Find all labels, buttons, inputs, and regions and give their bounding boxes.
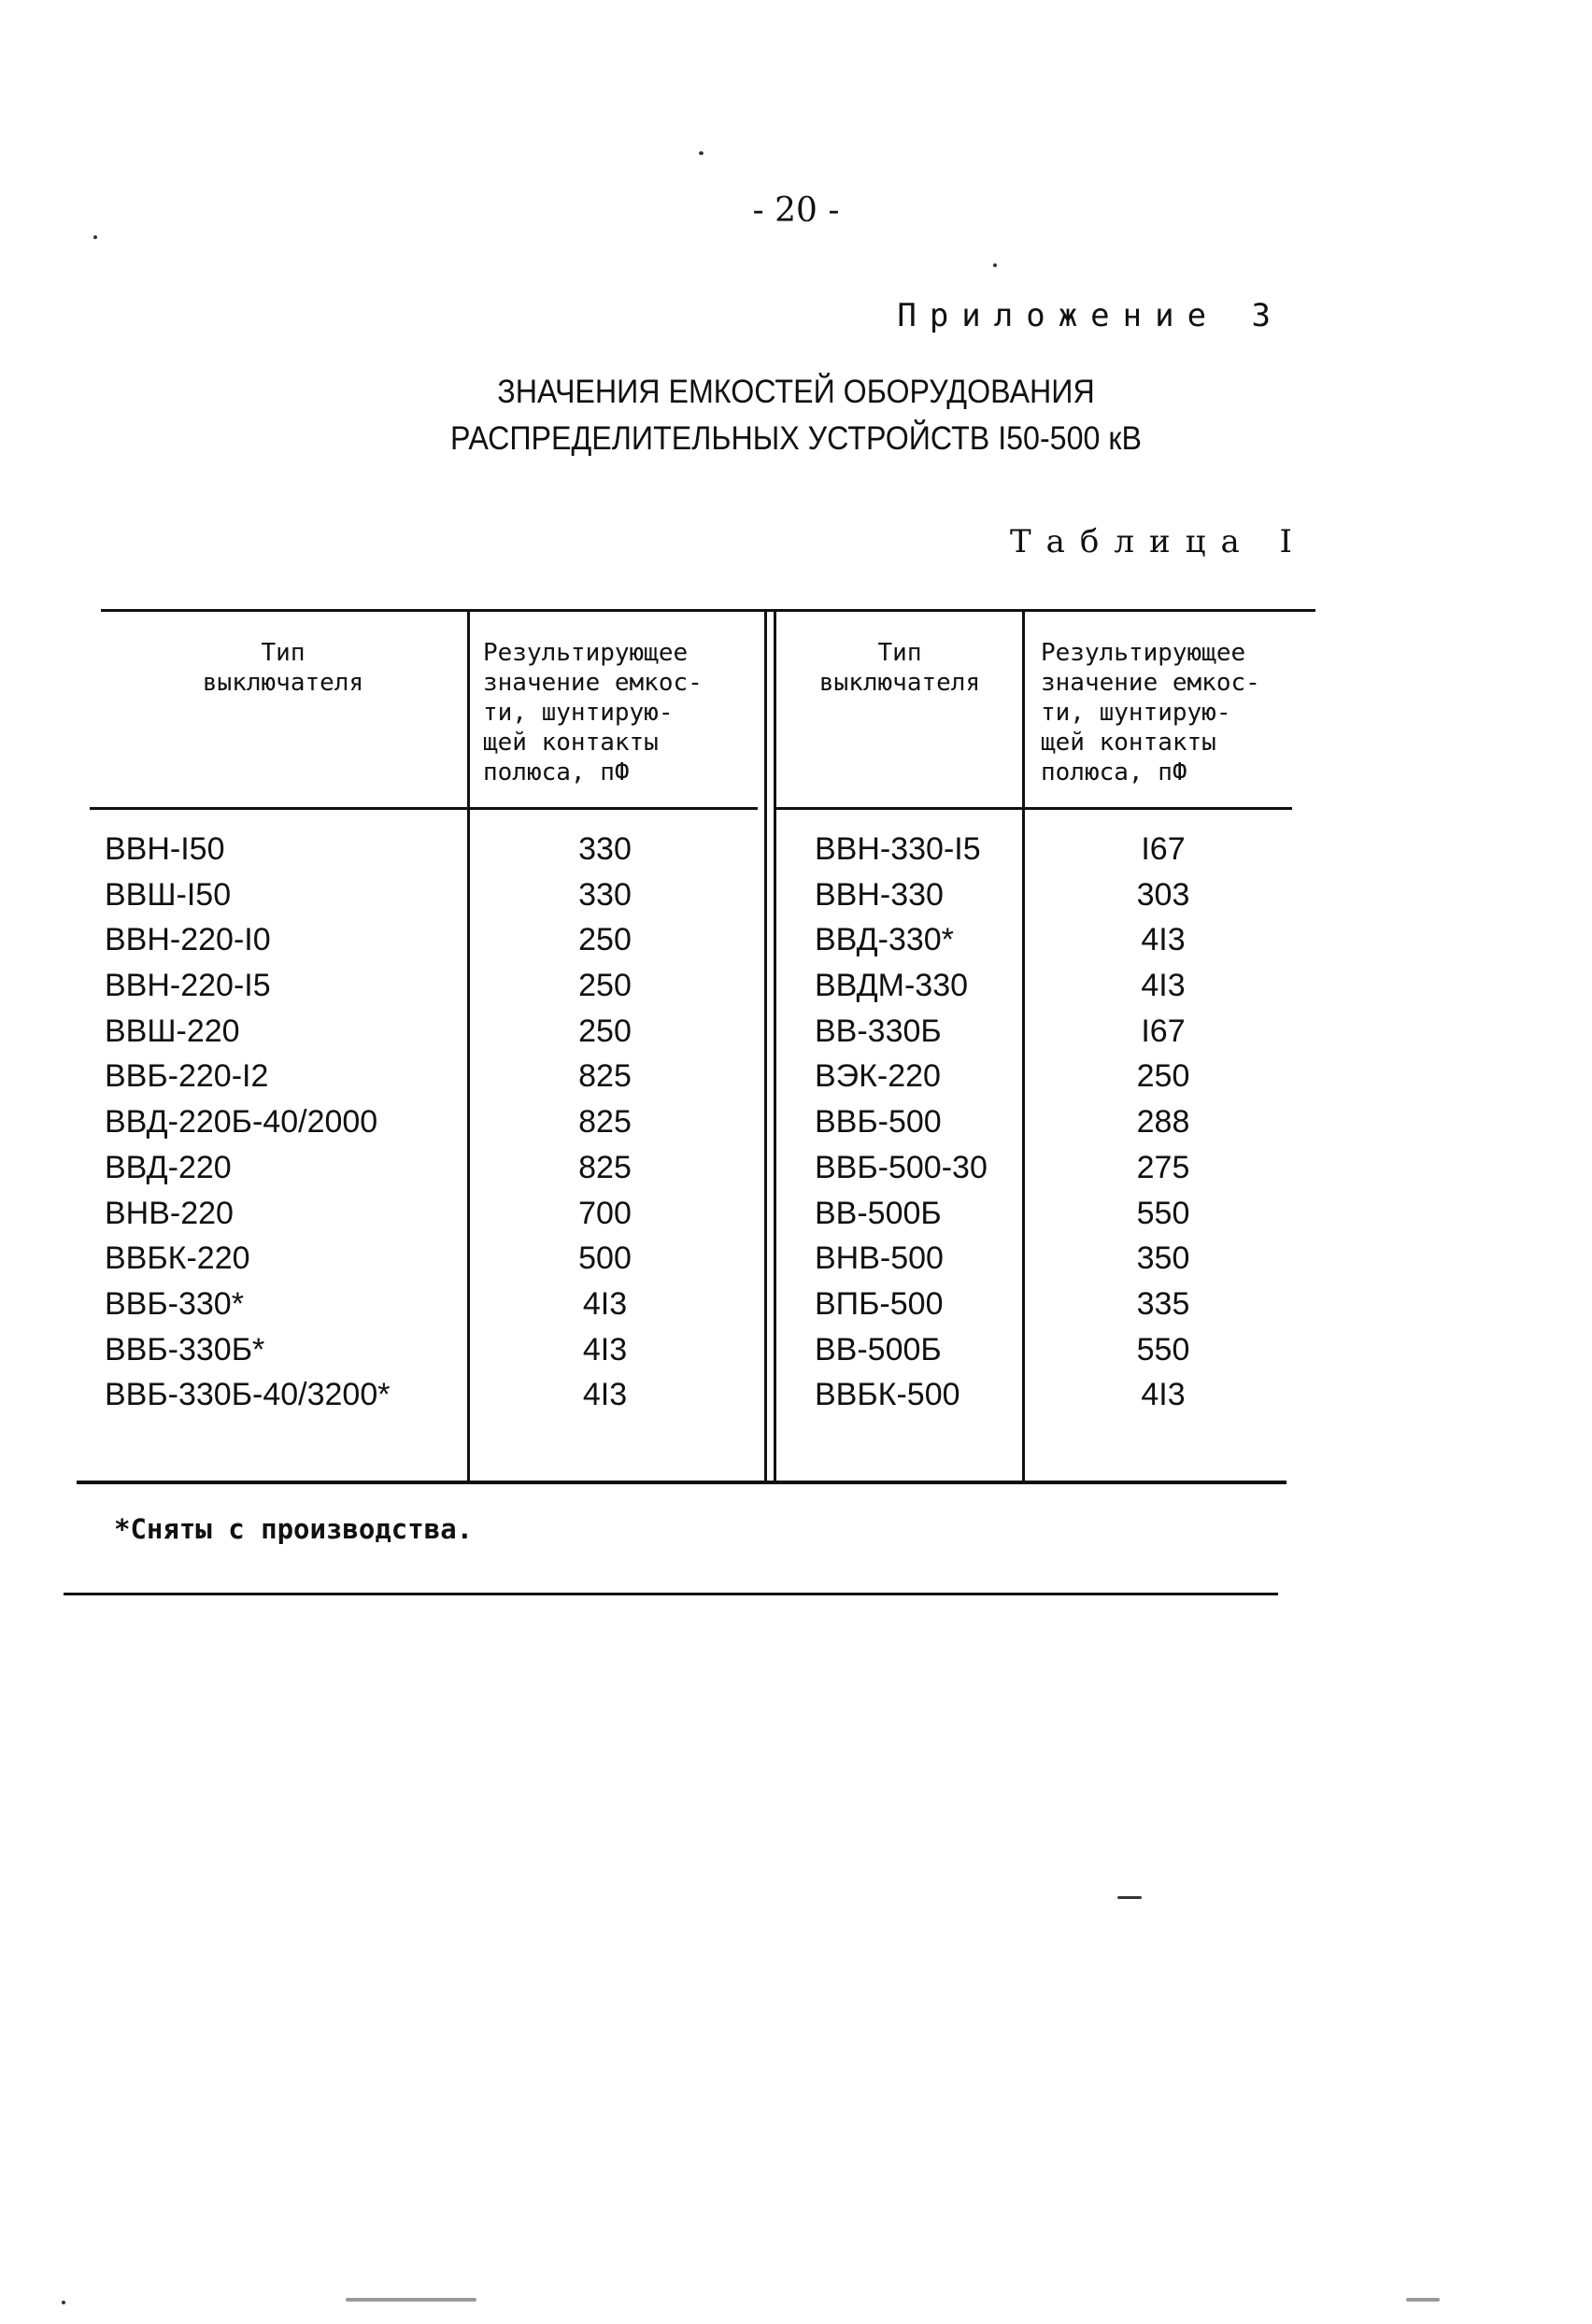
capacitance-value-cell: 4I3 [582,1331,628,1367]
appendix-label: Приложение 3 [897,297,1284,334]
breaker-type-cell: ВВН-I50 [105,831,225,867]
capacitance-value-cell: 4I3 [1141,922,1186,958]
breaker-type-cell: ВВН-330-I5 [815,831,981,867]
capacitance-value-cell: 700 [578,1195,632,1231]
capacitance-value-cell: 275 [1136,1149,1190,1185]
capacitance-value-cell: 500 [578,1240,632,1277]
left-type-column [105,827,391,1418]
footnote-rule [64,1593,1278,1595]
breaker-type-cell: ВВБ-220-I2 [105,1058,269,1095]
breaker-type-cell: ВВ-500Б [815,1331,942,1367]
capacitance-value-cell: 550 [1136,1195,1190,1231]
col-divider-double-b [774,609,776,1481]
capacitance-value-cell: 4I3 [1141,968,1186,1004]
capacitance-value-cell: 250 [1136,1058,1190,1095]
capacitance-value-cell: 825 [578,1104,632,1141]
capacitance-value-cell: 4I3 [582,1285,628,1322]
capacitance-value-cell: 288 [1136,1104,1190,1141]
header-bottom-rule-right [774,807,1292,810]
breaker-type-cell: ВВШ-220 [105,1013,240,1049]
breaker-type-cell: ВВД-220 [105,1149,232,1185]
breaker-type-cell: ВВД-330* [815,922,954,958]
capacitance-value-cell: 335 [1136,1285,1190,1322]
right-value-column [1032,827,1294,1418]
breaker-type-cell: ВПБ-500 [815,1285,944,1322]
capacitance-value-cell: 4I3 [1141,1377,1186,1413]
scan-speck [1406,2298,1440,2302]
breaker-type-cell: ВВБ-330Б-40/3200* [105,1377,391,1413]
capacitance-value-cell: 250 [578,922,632,958]
scan-speck [993,263,997,267]
breaker-type-cell: ВВД-220Б-40/2000 [105,1104,378,1141]
table-caption: Таблица I [1009,523,1307,560]
col-divider-3 [1022,609,1025,1481]
breaker-type-cell: ВЭК-220 [815,1058,941,1095]
capacitance-value-cell: 4I3 [582,1377,628,1413]
breaker-type-cell: ВВБ-500-30 [815,1149,988,1185]
scan-speck [1117,1896,1142,1899]
capacitance-value-cell: 250 [578,1013,632,1049]
capacitance-value-cell: I67 [1141,1013,1186,1049]
breaker-type-cell: ВВБК-500 [815,1377,960,1413]
scan-speck [93,235,97,239]
breaker-type-cell: ВВН-220-I0 [105,922,271,958]
breaker-type-cell: ВВБК-220 [105,1240,250,1277]
footnote: *Сняты с производства. [114,1513,474,1545]
page-number: - 20 - [752,191,840,230]
table-top-rule [101,609,1315,612]
col-divider-double-a [764,609,767,1481]
breaker-type-cell: ВВ-500Б [815,1195,942,1231]
breaker-type-cell: ВНВ-500 [815,1240,944,1277]
breaker-type-cell: ВВШ-I50 [105,876,232,913]
title-line-1: ЗНАЧЕНИЯ ЕМКОСТЕЙ ОБОРУДОВАНИЯ [497,374,1095,410]
scan-speck [62,2301,65,2304]
header-type-left: Тип выключателя [202,639,364,697]
table-bottom-rule [77,1481,1286,1484]
capacitance-value-cell: 330 [578,831,632,867]
breaker-type-cell: ВВБ-330* [105,1285,244,1322]
document-title [64,369,1528,462]
scan-speck [699,151,704,155]
capacitance-value-cell: 303 [1136,876,1190,913]
title-line-2: РАСПРЕДЕЛИТЕЛЬНЫХ УСТРОЙСТВ I50-500 кВ [450,420,1142,457]
left-value-column [486,827,724,1418]
breaker-type-cell: ВВБ-500 [815,1104,942,1141]
breaker-type-cell: ВВБ-330Б* [105,1331,265,1367]
capacitance-value-cell: 350 [1136,1240,1190,1277]
breaker-type-cell: ВНВ-220 [105,1195,234,1231]
right-type-column [815,827,988,1418]
capacitance-value-cell: I67 [1141,831,1186,867]
col-divider-1 [467,609,470,1481]
capacitance-value-cell: 330 [578,876,632,913]
capacitance-value-cell: 250 [578,968,632,1004]
breaker-type-cell: ВВ-330Б [815,1013,942,1049]
header-bottom-rule-left [90,807,758,810]
header-value-right: Результирующее значение емкос- ти, шунтирую- щей контакты полюса, пФ [1041,639,1260,786]
breaker-type-cell: ВВДМ-330 [815,968,969,1004]
capacitance-value-cell: 825 [578,1058,632,1095]
capacitance-value-cell: 550 [1136,1331,1190,1367]
header-value-left: Результирующее значение емкос- ти, шунтирую- щей контакты полюса, пФ [483,639,703,786]
capacitance-value-cell: 825 [578,1149,632,1185]
breaker-type-cell: ВВН-220-I5 [105,968,271,1004]
breaker-type-cell: ВВН-330 [815,876,944,913]
header-type-right: Тип выключателя [818,639,981,697]
scan-speck [346,2298,476,2302]
